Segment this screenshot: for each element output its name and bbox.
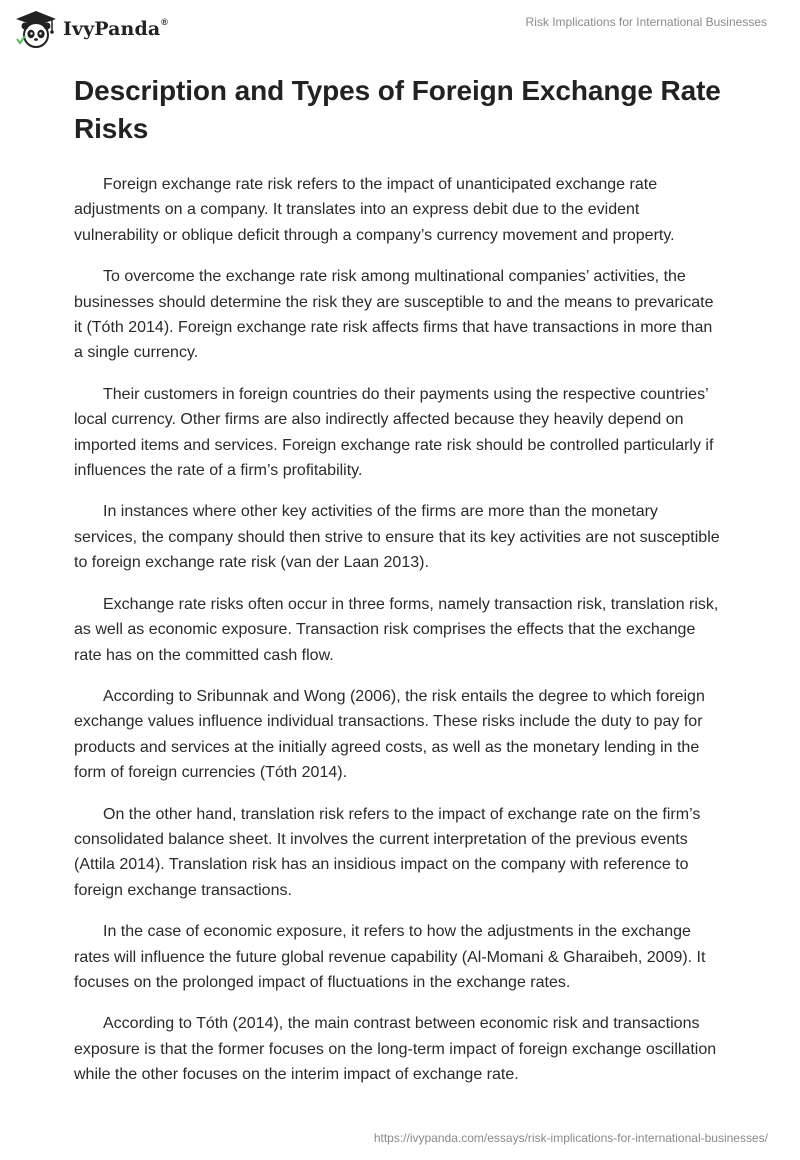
paragraph: On the other hand, translation risk refers to the impact of exchange rate on the firm’s consolidated balance sheet. It involves the current interpretation of the previous events (Attila 2014). Translation risk has an insidious impact on the company with reference to foreign exchange transactions.: [74, 805, 701, 899]
document-title: Risk Implications for International Businesses: [525, 15, 767, 29]
section-heading: Description and Types of Foreign Exchange Rate Risks: [74, 75, 721, 144]
brand-name: IvyPanda®: [63, 17, 169, 40]
panda-graduate-icon: [14, 9, 58, 49]
paragraph: To overcome the exchange rate risk among multinational companies’ activities, the businesses should determine the risk they are susceptible to and the means to prevaricate it (Tóth 2014). Foreign exchange rate risk affects firms that have transactions in more than a single currency.: [74, 268, 714, 362]
paragraph: Foreign exchange rate risk refers to the impact of unanticipated exchange rate adjustments on a company. It translates into an express debit due to the evident vulnerability or oblique deficit through a company’s currency movement and property.: [74, 176, 675, 244]
paragraph: Their customers in foreign countries do their payments using the respective countries’ local currency. Other firms are also indirectly affected because they heavily depend on imported items and services. Foreign exchange rate risk should be controlled particularly if influences the rate of a firm’s profitability.: [74, 385, 714, 480]
paragraph: According to Sribunnak and Wong (2006), the risk entails the degree to which foreign exchange values influence individual transactions. These risks include the duty to pay for products and services at the initially agreed costs, as well as the monetary lending in the form of foreign currencies (Tóth 2014).: [74, 687, 705, 782]
source-url[interactable]: https://ivypanda.com/essays/risk-implications-for-international-businesses/: [373, 1131, 768, 1145]
brand-logo[interactable]: [14, 9, 168, 49]
paragraph: According to Tóth (2014), the main contrast between economic risk and transactions exposure is that the former focuses on the long-term impact of foreign exchange oscillation while the other focuses on the interim impact of exchange rate.: [74, 1015, 717, 1084]
paragraph: In instances where other key activities of the firms are more than the monetary services, the company should then strive to ensure that its key activities are not susceptible to foreign exchange rate risk (van der Laan 2013).: [74, 503, 720, 572]
paragraph: Exchange rate risks often occur in three forms, namely transaction risk, translation risk, as well as economic exposure. Transaction risk comprises the effects that the exchange rate has on the committed cash flow.: [74, 595, 719, 664]
page-header: [0, 0, 800, 60]
article: [74, 72, 724, 1104]
article-body: [74, 172, 724, 1088]
paragraph: In the case of economic exposure, it refers to how the adjustments in the exchange rates will influence the future global revenue capability (Al-Momani & Gharaibeh, 2009). It focuses on the prolonged impact of fluctuations in the exchange rates.: [74, 923, 706, 991]
